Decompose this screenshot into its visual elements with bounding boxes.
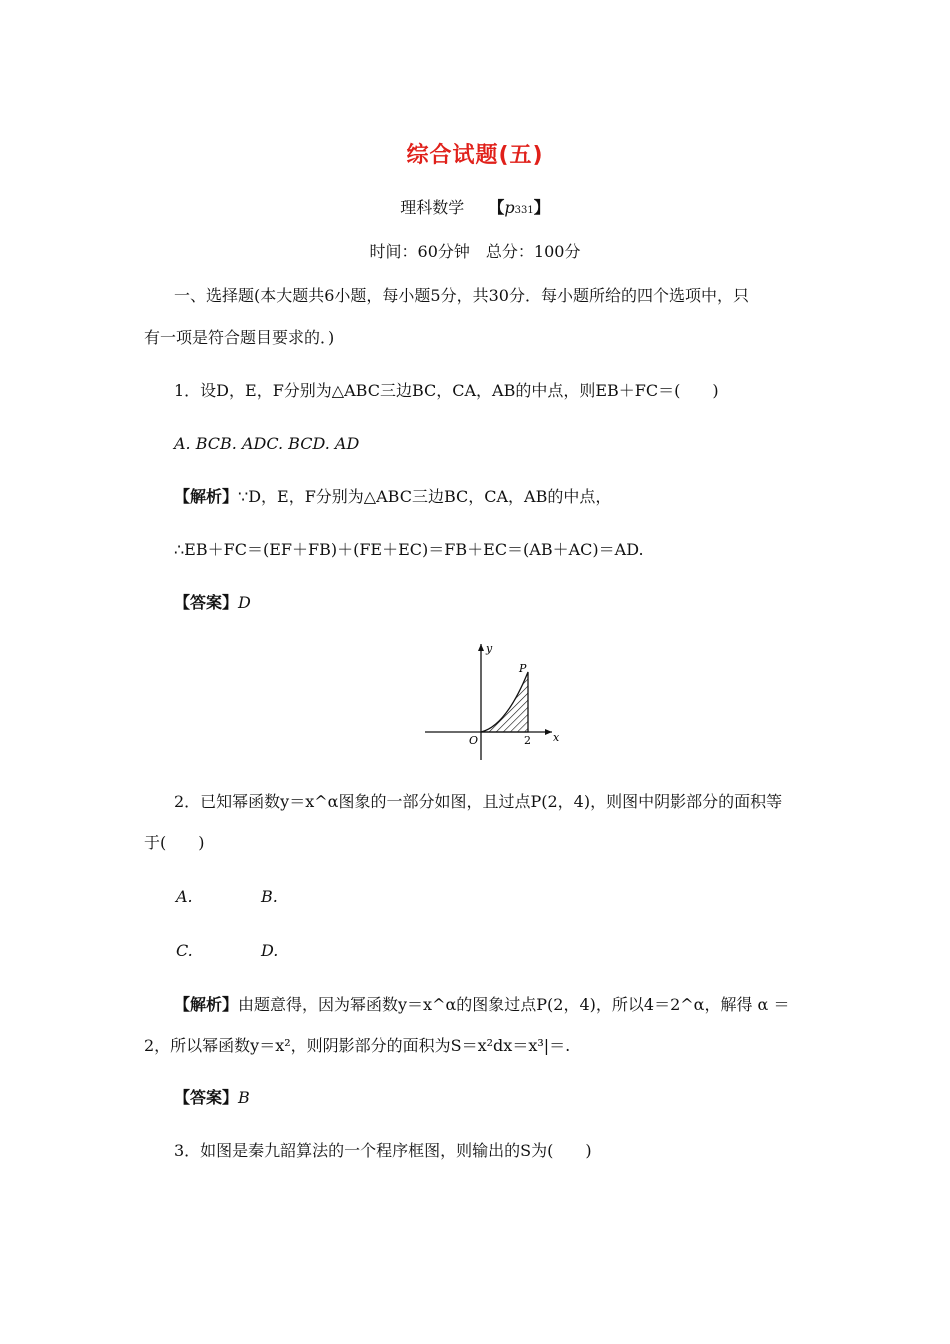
q2-analysis (174, 995, 789, 1015)
analysis-tag: 【解析】 (174, 995, 239, 1014)
page-title: 综合试题(五) (406, 143, 544, 168)
time-info: 时间：60分钟 总分：100分 (369, 242, 581, 261)
q2-analysis-line2: 2，所以幂函数y＝x²，则阴影部分的面积为S＝x²dx＝x³|＝. (144, 1036, 571, 1055)
page-ref: 【p331】 (496, 198, 550, 217)
q2-option-a: A. (176, 887, 193, 906)
y-axis-arrow-icon (478, 644, 484, 651)
answer-tag: 【答案】 (174, 1088, 239, 1107)
q2-option-d: D. (261, 941, 279, 960)
q2-analysis-text: 由题意得，因为幂函数y＝x^α的图象过点P(2，4)，所以4＝2^α，解得 α ＝ (238, 995, 790, 1014)
subject-line (0, 198, 950, 221)
q2-answer (174, 1088, 250, 1108)
origin-label: O (469, 734, 479, 747)
q1-analysis-line2: ∴EB＋FC＝(EF＋FB)＋(FE＋EC)＝FB＋EC＝(AB＋AC)＝AD. (174, 540, 644, 559)
q3-stem: 3．如图是秦九韶算法的一个程序框图，则输出的S为( ) (174, 1141, 592, 1160)
power-function-figure (420, 638, 560, 763)
q2-stem-1: 2．已知幂函数y＝x^α图象的一部分如图，且过点P(2，4)，则图中阴影部分的面积等 (174, 792, 783, 811)
q1-options: A. BCB. ADC. BCD. AD (174, 434, 360, 453)
section-heading-1: 一、选择题(本大题共6小题，每小题5分，共30分．每小题所给的四个选项中，只 (174, 286, 749, 305)
q2-stem-2: 于( ) (144, 833, 205, 852)
q1-answer (174, 593, 251, 613)
analysis-tag: 【解析】 (174, 487, 239, 506)
q1-stem: 1．设D，E，F分别为△ABC三边BC，CA，AB的中点，则EB＋FC＝( ) (174, 381, 719, 400)
q1-analysis-text: ∵D，E，F分别为△ABC三边BC，CA，AB的中点， (238, 487, 612, 506)
q2-answer-value: B (238, 1088, 250, 1107)
tick-label-2: 2 (524, 734, 531, 747)
subject: 理科数学 (400, 198, 465, 217)
q2-option-b: B. (261, 887, 278, 906)
answer-tag: 【答案】 (174, 593, 239, 612)
section-heading-2: 有一项是符合题目要求的．) (144, 328, 335, 347)
x-axis-arrow-icon (545, 729, 552, 735)
x-axis-label: x (553, 731, 560, 744)
y-axis-label: y (486, 642, 493, 655)
q1-answer-value: D (238, 593, 251, 612)
q1-analysis (174, 487, 611, 507)
shaded-region (481, 672, 528, 732)
q2-option-c: C. (176, 941, 193, 960)
point-p-label: P (519, 662, 527, 675)
